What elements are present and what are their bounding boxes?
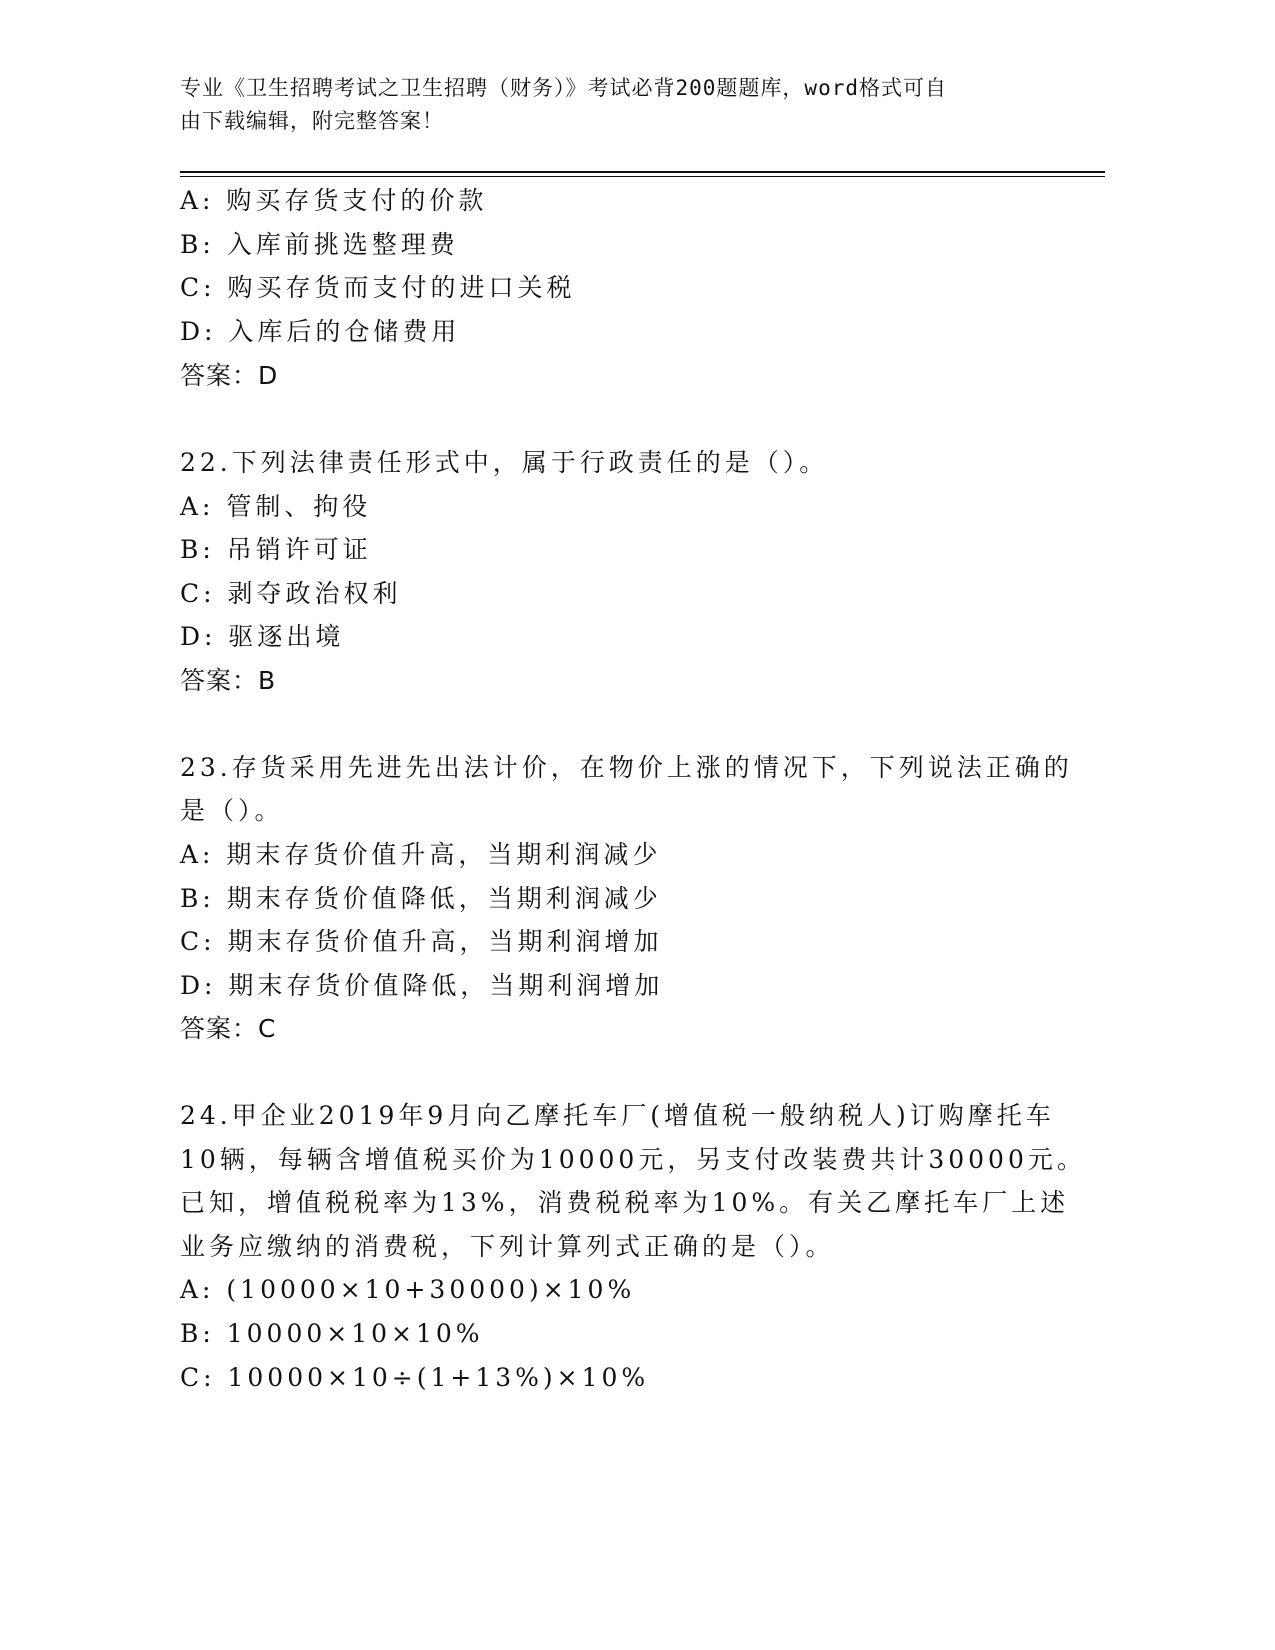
- q23-option-a: A: 期末存货价值升高，当期利润减少: [180, 840, 662, 869]
- q22-option-d: D: 驱逐出境: [180, 622, 345, 651]
- q22-stem: 22.下列法律责任形式中，属于行政责任的是（）。: [180, 448, 829, 477]
- header-rule-thick: [180, 171, 1105, 173]
- q23-stem-line-1: 23.存货采用先进先出法计价，在物价上涨的情况下，下列说法正确的: [180, 753, 1073, 782]
- q22-option-a: A: 管制、拘役: [180, 492, 372, 521]
- header-rule-thin: [180, 176, 1105, 177]
- document-header: [180, 72, 1040, 138]
- q22-option-c: C: 剥夺政治权利: [180, 579, 402, 608]
- q23-answer: 答案：C: [180, 1014, 277, 1043]
- q24-stem-line-2: 10辆，每辆含增值税买价为10000元，另支付改装费共计30000元。: [180, 1145, 1086, 1174]
- q23-stem-line-2: 是（）。: [180, 796, 284, 825]
- q24-option-a: A: (10000×10+30000)×10%: [180, 1275, 636, 1304]
- q21-option-d: D: 入库后的仓储费用: [180, 317, 461, 346]
- q24-stem-line-3: 已知，增值税税率为13%，消费税税率为10%。有关乙摩托车厂上述: [180, 1188, 1070, 1217]
- q22-option-b: B: 吊销许可证: [180, 535, 372, 564]
- q22-answer: 答案：B: [180, 666, 277, 695]
- header-line-2: 由下载编辑，附完整答案！: [180, 109, 444, 133]
- q24-option-b: B: 10000×10×10%: [180, 1319, 484, 1348]
- q23-option-b: B: 期末存货价值降低，当期利润减少: [180, 884, 662, 913]
- q24-stem-line-1: 24.甲企业2019年9月向乙摩托车厂(增值税一般纳税人)订购摩托车: [180, 1101, 1055, 1130]
- q23-option-d: D: 期末存货价值降低，当期利润增加: [180, 971, 664, 1000]
- q24-stem-line-4: 业务应缴纳的消费税，下列计算列式正确的是（）。: [180, 1232, 835, 1261]
- q21-option-b: B: 入库前挑选整理费: [180, 230, 459, 259]
- q21-answer: 答案：D: [180, 361, 279, 390]
- q24-option-c: C: 10000×10÷(1+13%)×10%: [180, 1363, 650, 1392]
- q21-option-c: C: 购买存货而支付的进口关税: [180, 273, 576, 302]
- header-line-1: 专业《卫生招聘考试之卫生招聘（财务）》考试必背200题题库，word格式可自: [180, 76, 947, 100]
- q23-option-c: C: 期末存货价值升高，当期利润增加: [180, 927, 663, 956]
- q21-option-a: A: 购买存货支付的价款: [180, 186, 488, 215]
